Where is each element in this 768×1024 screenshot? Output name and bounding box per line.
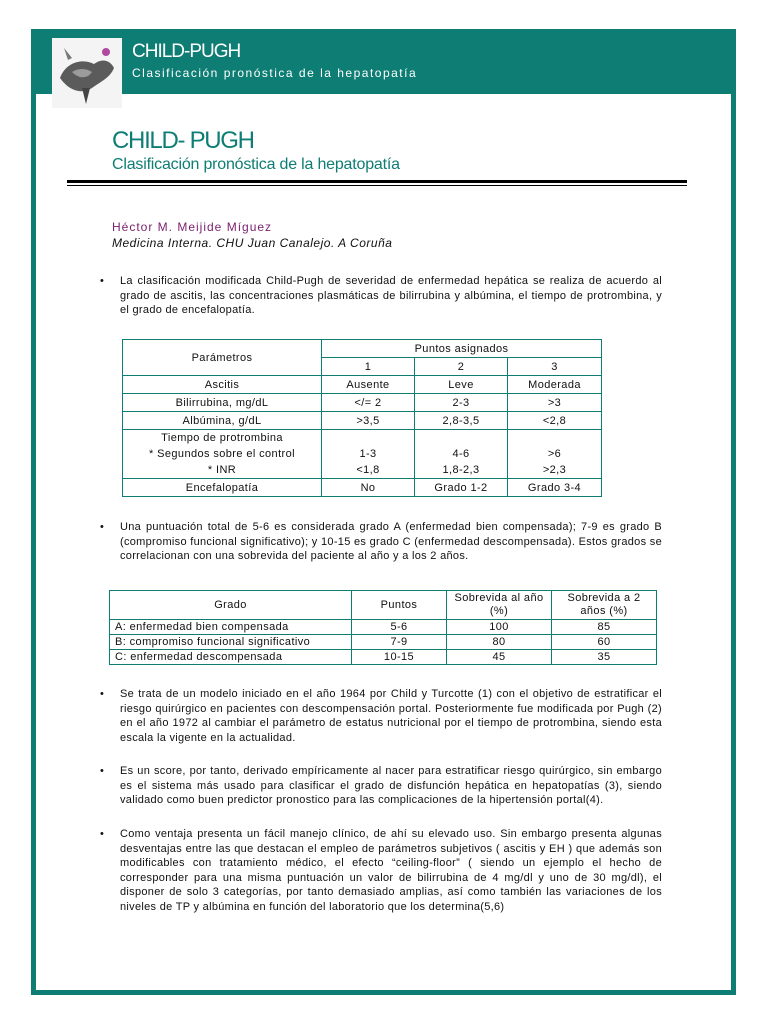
table-row bbox=[110, 620, 657, 635]
paragraph-history: Se trata de un modelo iniciado en el año 1964 por Child y Turcotte (1) con el objetivo de estratificar el riesgo quirúrgico en pacientes con descompensación portal. Posteriormente fue modificada por Pugh (2) en el año 1972 al cambiar el parámetro de estatus nutricional por el tiempo de protrombina, siendo esta escala la vigente en la actualidad. bbox=[120, 688, 662, 744]
protrombina-seconds-label: * Segundos sobre el control bbox=[149, 448, 295, 460]
table-header-cell: Sobrevida a 2 años (%) bbox=[552, 591, 657, 620]
table-cell: </= 2 bbox=[322, 394, 415, 412]
table-cell: Grado 1-2 bbox=[415, 479, 508, 497]
header-banner bbox=[36, 34, 731, 94]
table-cell: 85 bbox=[552, 620, 657, 635]
table-cell: 80 bbox=[447, 635, 552, 650]
page-frame bbox=[31, 29, 736, 995]
table-cell: 2,8-3,5 bbox=[415, 412, 508, 430]
table-cell bbox=[508, 430, 602, 479]
bullet-icon: • bbox=[100, 765, 104, 777]
table-row bbox=[123, 412, 602, 430]
table-row bbox=[123, 376, 602, 394]
table-row bbox=[110, 635, 657, 650]
table-cell: A: enfermedad bien compensada bbox=[110, 620, 352, 635]
table-cell: No bbox=[322, 479, 415, 497]
table-cell: Encefalopatía bbox=[123, 479, 322, 497]
pt-seconds-value: 4-6 bbox=[452, 448, 470, 460]
table-cell bbox=[415, 430, 508, 479]
table-cell: 60 bbox=[552, 635, 657, 650]
table-cell bbox=[322, 430, 415, 479]
banner-title: CHILD-PUGH bbox=[132, 41, 241, 62]
table-cell: 100 bbox=[447, 620, 552, 635]
author-affiliation: Medicina Interna. CHU Juan Canalejo. A Coruña bbox=[112, 236, 393, 250]
paragraph-advantages: Como ventaja presenta un fácil manejo clínico, de ahí su elevado uso. Sin embargo presenta algunas desventajas entre las que destacan el empleo de parámetros subjetivos ( ascitis y EH ) que además son modificables con tratamiento médico, el efecto “ceiling-floor” ( siendo un ejemplo el hecho de corresponder para una misma puntuación un valor de bilirrubina de 4 mg/dl y uno de 30 mg/dl), el disponer de solo 3 categorías, por tanto demasiado amplias, así como también las variaciones de los niveles de TP y albúmina en función del laboratorio que los determina(5,6) bbox=[120, 828, 662, 913]
pt-inr-value: <1,8 bbox=[356, 464, 380, 476]
table-row bbox=[123, 394, 602, 412]
table-header-cell: Puntos bbox=[352, 591, 447, 620]
table-cell: Ausente bbox=[322, 376, 415, 394]
table-cell: 2-3 bbox=[415, 394, 508, 412]
list-item bbox=[100, 274, 662, 318]
table-cell: 45 bbox=[447, 650, 552, 665]
table-header-cell: 1 bbox=[322, 358, 415, 376]
table-cell: >3 bbox=[508, 394, 602, 412]
document-subtitle: Clasificación pronóstica de la hepatopatía bbox=[112, 156, 400, 173]
table-cell: <2,8 bbox=[508, 412, 602, 430]
banner-subtitle: Clasificación pronóstica de la hepatopatía bbox=[132, 66, 418, 80]
table-cell: 7-9 bbox=[352, 635, 447, 650]
protrombina-inr-label: * INR bbox=[207, 464, 237, 476]
table-row bbox=[123, 340, 602, 358]
paragraph-score: Es un score, por tanto, derivado empíricamente al nacer para estratificar riesgo quirúrgico, sin embargo es el sistema más usado para clasificar el grado de disfunción hepática en hepatopatías (3), siendo validado como buen predictor pronostico para las complicaciones de la hipertensión portal(4). bbox=[120, 765, 662, 806]
table-header-cell: 2 bbox=[415, 358, 508, 376]
protrombina-title: Tiempo de protrombina bbox=[161, 432, 283, 444]
table-row bbox=[110, 591, 657, 620]
table-cell: Moderada bbox=[508, 376, 602, 394]
table-row bbox=[123, 430, 602, 479]
table-row bbox=[123, 479, 602, 497]
pt-seconds-value: >6 bbox=[547, 448, 562, 460]
list-item bbox=[100, 520, 662, 564]
pt-inr-value: 1,8-2,3 bbox=[442, 464, 480, 476]
list-item bbox=[100, 687, 662, 745]
table-cell: 35 bbox=[552, 650, 657, 665]
title-divider-thin bbox=[67, 185, 687, 186]
table-cell: C: enfermedad descompensada bbox=[110, 650, 352, 665]
survival-table bbox=[109, 590, 657, 665]
list-item bbox=[100, 764, 662, 808]
child-pugh-parameters-table bbox=[122, 339, 602, 497]
bullet-icon: • bbox=[100, 521, 104, 533]
bullet-icon: • bbox=[100, 275, 104, 287]
title-divider-thick bbox=[67, 180, 687, 183]
table-cell: 10-15 bbox=[352, 650, 447, 665]
table-header-cell: Sobrevida al año (%) bbox=[447, 591, 552, 620]
table-cell: Grado 3-4 bbox=[508, 479, 602, 497]
hepatology-logo-icon bbox=[52, 38, 122, 108]
table-header-cell: Puntos asignados bbox=[322, 340, 602, 358]
table-cell: 5-6 bbox=[352, 620, 447, 635]
table-cell: Ascitis bbox=[123, 376, 322, 394]
table-cell: >3,5 bbox=[322, 412, 415, 430]
paragraph-grades: Una puntuación total de 5-6 es considerada grado A (enfermedad bien compensada); 7-9 es grado B (compromiso funcional significativo); y 10-15 es grado C (enfermedad descompensada). Estos grados se correlacionan con una sobrevida del paciente al año y a los 2 años. bbox=[120, 521, 662, 562]
pt-seconds-value: 1-3 bbox=[359, 448, 377, 460]
table-header-cell: Parámetros bbox=[123, 340, 322, 376]
paragraph-intro: La clasificación modificada Child-Pugh de severidad de enfermedad hepática se realiza de acuerdo al grado de ascitis, las concentraciones plasmáticas de bilirrubina y albúmina, el tiempo de protrombina, y el grado de encefalopatía. bbox=[120, 275, 662, 316]
list-item bbox=[100, 827, 662, 914]
table-cell bbox=[123, 430, 322, 479]
table-row bbox=[110, 650, 657, 665]
document-title: CHILD- PUGH bbox=[112, 127, 254, 154]
table-cell: Leve bbox=[415, 376, 508, 394]
bullet-icon: • bbox=[100, 828, 104, 840]
table-cell: B: compromiso funcional significativo bbox=[110, 635, 352, 650]
pt-inr-value: >2,3 bbox=[542, 464, 567, 476]
table-cell: Bilirrubina, mg/dL bbox=[123, 394, 322, 412]
bullet-icon: • bbox=[100, 688, 104, 700]
author-name: Héctor M. Meijide Míguez bbox=[112, 220, 273, 234]
table-header-cell: 3 bbox=[508, 358, 602, 376]
table-header-cell: Grado bbox=[110, 591, 352, 620]
table-cell: Albúmina, g/dL bbox=[123, 412, 322, 430]
